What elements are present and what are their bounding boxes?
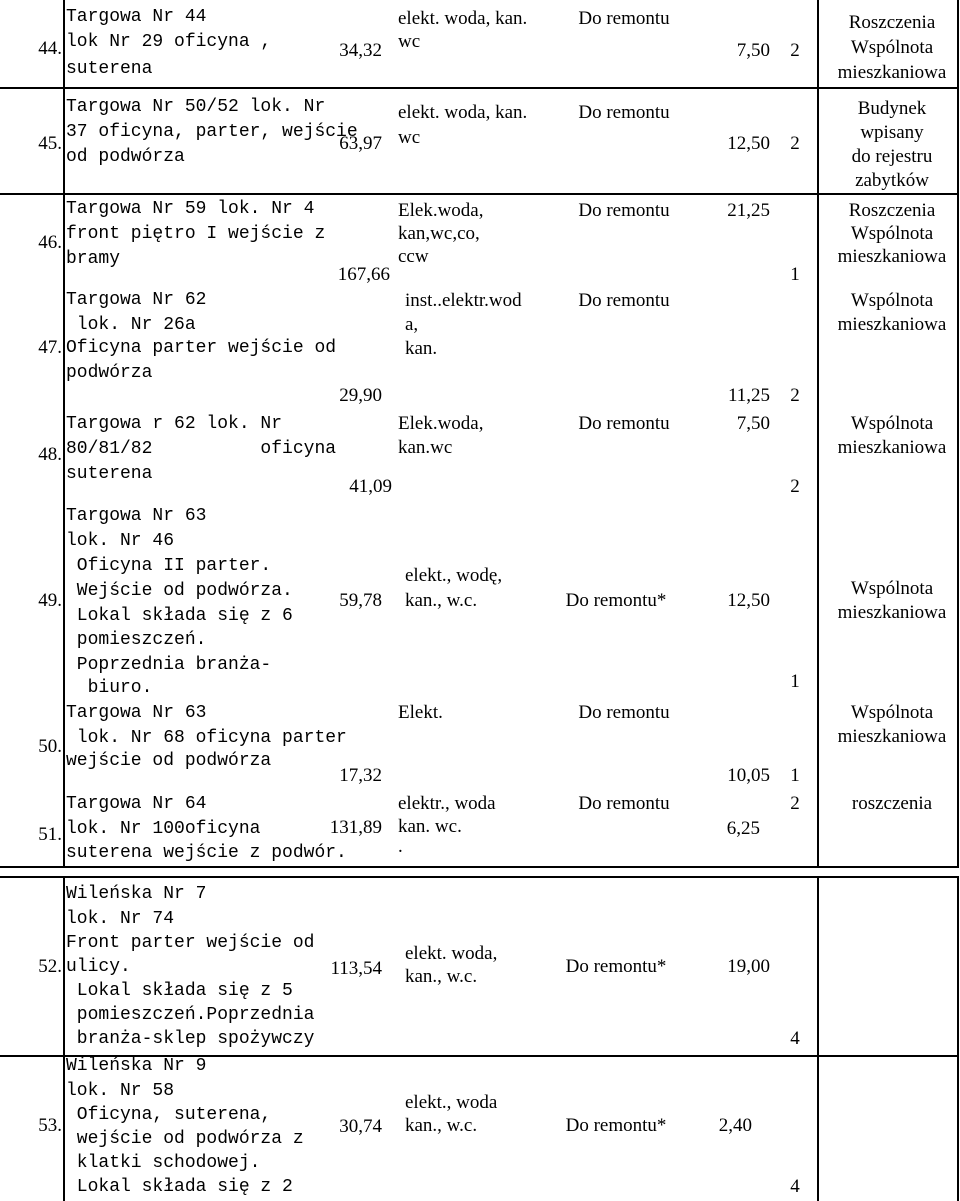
address-line: lok. Nr 100oficyna (66, 819, 261, 839)
row-number: 53. (38, 1115, 62, 1136)
address-line: Oficyna II parter. (66, 556, 272, 576)
installations-line: elekt., woda (405, 1092, 498, 1113)
remarks-line: mieszkaniowa (837, 246, 947, 267)
area-value: 167,66 (337, 264, 390, 285)
address-line: lok Nr 29 oficyna , (66, 32, 272, 52)
address-line: 37 oficyna, parter, wejście (66, 122, 358, 142)
row-number: 51. (38, 824, 62, 845)
condition-value: Do remontu (578, 793, 670, 814)
row-number: 47. (38, 337, 62, 358)
installations-line: . (398, 836, 403, 857)
address-line: Targowa Nr 64 (66, 794, 207, 814)
remarks-line: do rejestru (851, 146, 933, 167)
category-value: 2 (790, 385, 800, 406)
address-line: Oficyna parter wejście od (66, 338, 337, 358)
address-line: klatki schodowej. (66, 1153, 261, 1173)
row-divider (0, 193, 959, 195)
remarks-line: mieszkaniowa (837, 726, 947, 747)
installations-line: kan., w.c. (405, 1115, 478, 1136)
remarks-line: Wspólnota (850, 37, 934, 58)
address-line: suterena (66, 464, 153, 484)
row-number: 45. (38, 133, 62, 154)
col-divider (63, 876, 65, 1201)
remarks-line: Roszczenia (848, 200, 936, 221)
address-line: od podwórza (66, 147, 185, 167)
remarks-line: Budynek (857, 98, 927, 119)
address-line: Targowa Nr 63 (66, 703, 207, 723)
rent-value: 6,25 (726, 818, 760, 839)
remarks-line: zabytków (855, 170, 929, 191)
address-line: pomieszczeń.Poprzednia (66, 1005, 315, 1025)
category-value: 1 (790, 765, 800, 786)
installations-line: wc (398, 31, 421, 52)
remarks-line: mieszkaniowa (837, 314, 947, 335)
remarks-line: roszczenia (851, 793, 933, 814)
area-value: 113,54 (330, 958, 382, 979)
installations-line: Elek.woda, (398, 200, 484, 221)
remarks-line: mieszkaniowa (837, 602, 947, 623)
address-line: Poprzednia branża- (66, 655, 272, 675)
installations-line: Elek.woda, (398, 413, 484, 434)
category-value: 2 (790, 793, 800, 814)
col-divider (63, 0, 65, 866)
area-value: 41,09 (349, 476, 392, 497)
category-value: 4 (790, 1028, 800, 1049)
area-value: 59,78 (339, 590, 382, 611)
col-divider (957, 876, 959, 1201)
installations-line: elektr., woda (398, 793, 496, 814)
address-line: Targowa Nr 50/52 lok. Nr (66, 97, 326, 117)
row-number: 52. (38, 956, 62, 977)
installations-line: kan., w.c. (405, 590, 478, 611)
address-line: Oficyna, suterena, (66, 1105, 272, 1125)
condition-value: Do remontu* (565, 956, 667, 977)
address-line: wejście od podwórza (66, 751, 272, 771)
address-line: Targowa Nr 44 (66, 7, 207, 27)
category-value: 2 (790, 40, 800, 61)
category-value: 2 (790, 133, 800, 154)
rent-value: 7,50 (736, 413, 770, 434)
installations-line: elekt. woda, kan. (398, 8, 528, 29)
address-line: branża-sklep spożywczy (66, 1029, 315, 1049)
installations-line: elekt. woda, (405, 943, 498, 964)
installations-line: kan. (405, 338, 438, 359)
installations-line: kan. wc. (398, 816, 462, 837)
condition-value: Do remontu (578, 102, 670, 123)
address-line: biuro. (66, 678, 153, 698)
installations-line: elekt. woda, kan. (398, 102, 528, 123)
address-line: lok. Nr 46 (66, 531, 175, 551)
area-value: 63,97 (339, 133, 382, 154)
address-line: podwórza (66, 363, 153, 383)
address-line: wejście od podwórza z (66, 1129, 304, 1149)
rent-value: 12,50 (727, 133, 770, 154)
area-value: 30,74 (339, 1116, 382, 1137)
condition-value: Do remontu (578, 290, 670, 311)
category-value: 4 (790, 1176, 800, 1197)
installations-line: elekt., wodę, (405, 565, 503, 586)
rent-value: 12,50 (727, 590, 770, 611)
address-line: 80/81/82 oficyna (66, 439, 337, 459)
address-line: suterena (66, 59, 153, 79)
address-line: Targowa Nr 62 (66, 290, 207, 310)
address-line: front piętro I wejście z (66, 224, 326, 244)
address-line: bramy (66, 249, 121, 269)
address-line: pomieszczeń. (66, 630, 207, 650)
address-line: Targowa Nr 63 (66, 506, 207, 526)
address-line: Lokal składa się z 2 (66, 1177, 293, 1197)
category-value: 2 (790, 476, 800, 497)
remarks-line: Wspólnota (850, 290, 934, 311)
remarks-line: Wspólnota (850, 413, 934, 434)
address-line: Wejście od podwórza. (66, 581, 293, 601)
remarks-line: Wspólnota (850, 223, 934, 244)
address-line: ulicy. (66, 957, 131, 977)
category-value: 1 (790, 671, 800, 692)
row-number: 48. (38, 444, 62, 465)
area-value: 131,89 (329, 817, 382, 838)
rent-value: 10,05 (727, 765, 770, 786)
row-number: 44. (38, 38, 62, 59)
address-line: Targowa r 62 lok. Nr (66, 414, 283, 434)
row-number: 50. (38, 736, 62, 757)
address-line: Lokal składa się z 6 (66, 606, 293, 626)
installations-line: kan., w.c. (405, 966, 478, 987)
installations-line: a, (405, 314, 419, 335)
rent-value: 7,50 (736, 40, 770, 61)
condition-value: Do remontu (578, 702, 670, 723)
address-line: Wileńska Nr 9 (66, 1056, 207, 1076)
rent-value: 2,40 (718, 1115, 752, 1136)
installations-line: inst..elektr.wod (405, 290, 522, 311)
installations-line: wc (398, 127, 421, 148)
condition-value: Do remontu (578, 413, 670, 434)
area-value: 34,32 (339, 40, 382, 61)
remarks-line: Wspólnota (850, 578, 934, 599)
installations-line: ccw (398, 246, 429, 267)
row-divider (0, 866, 959, 868)
address-line: lok. Nr 74 (66, 909, 175, 929)
address-line: suterena wejście z podwór. (66, 843, 347, 863)
address-line: lok. Nr 58 (66, 1081, 175, 1101)
address-line: Wileńska Nr 7 (66, 884, 207, 904)
rent-value: 21,25 (727, 200, 770, 221)
rent-value: 11,25 (727, 385, 770, 406)
address-line: Front parter wejście od (66, 933, 315, 953)
condition-value: Do remontu* (565, 590, 667, 611)
condition-value: Do remontu* (565, 1115, 667, 1136)
address-line: Targowa Nr 59 lok. Nr 4 (66, 199, 315, 219)
installations-line: Elekt. (398, 702, 443, 723)
remarks-line: Wspólnota (850, 702, 934, 723)
row-number: 49. (38, 590, 62, 611)
row-divider (0, 876, 959, 878)
remarks-line: mieszkaniowa (837, 437, 947, 458)
remarks-line: Roszczenia (848, 12, 936, 33)
category-value: 1 (790, 264, 800, 285)
address-line: lok. Nr 68 oficyna parter (66, 728, 347, 748)
condition-value: Do remontu (578, 200, 670, 221)
installations-line: kan,wc,co, (398, 223, 480, 244)
area-value: 29,90 (339, 385, 382, 406)
address-line: lok. Nr 26a (66, 315, 196, 335)
row-number: 46. (38, 232, 62, 253)
address-line: Lokal składa się z 5 (66, 981, 293, 1001)
col-divider (817, 0, 819, 866)
remarks-line: wpisany (860, 122, 924, 143)
remarks-line: mieszkaniowa (837, 62, 947, 83)
row-divider (0, 87, 959, 89)
condition-value: Do remontu (578, 8, 670, 29)
installations-line: kan.wc (398, 437, 453, 458)
rent-value: 19,00 (727, 956, 770, 977)
area-value: 17,32 (339, 765, 382, 786)
